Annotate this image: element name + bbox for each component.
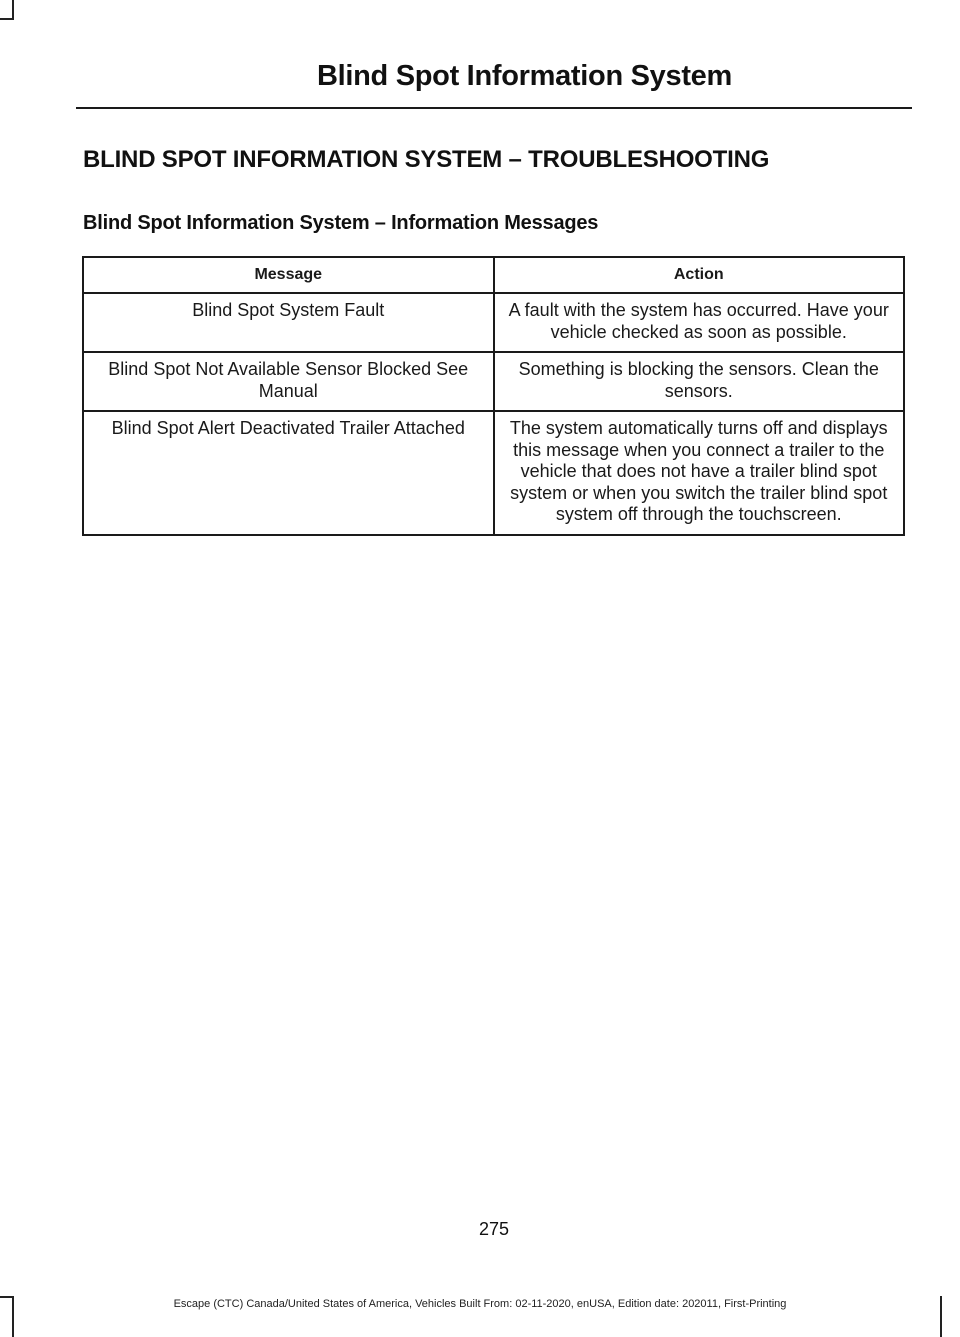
crop-mark-top-left-h: [0, 18, 14, 20]
section-heading: BLIND SPOT INFORMATION SYSTEM – TROUBLESHOOTING: [83, 146, 770, 173]
column-header-action: Action: [494, 257, 905, 293]
column-header-message: Message: [83, 257, 494, 293]
header-divider: [76, 107, 912, 109]
action-cell: The system automatically turns off and displays this message when you connect a trailer to the vehicle that does not have a trailer blind spot system or when you switch the trailer blind spot system off through the touchscreen.: [494, 411, 905, 535]
table-header-row: [83, 257, 904, 293]
message-cell: Blind Spot System Fault: [83, 293, 494, 352]
message-cell: Blind Spot Alert Deactivated Trailer Attached: [83, 411, 494, 535]
message-cell: Blind Spot Not Available Sensor Blocked See Manual: [83, 352, 494, 411]
table-row: [83, 352, 904, 411]
page-header-title: Blind Spot Information System: [316, 60, 732, 92]
information-messages-table: [82, 256, 905, 536]
table-row: [83, 293, 904, 352]
table-heading: Blind Spot Information System – Information Messages: [83, 212, 599, 234]
page-number: 275: [478, 1219, 510, 1239]
action-cell: Something is blocking the sensors. Clean the sensors.: [494, 352, 905, 411]
table-row: [83, 411, 904, 535]
crop-mark-top-left: [12, 0, 14, 20]
action-cell: A fault with the system has occurred. Have your vehicle checked as soon as possible.: [494, 293, 905, 352]
edition-footer: Escape (CTC) Canada/United States of America, Vehicles Built From: 02-11-2020, enUSA, Edition date: 202011, First-Printing: [173, 1298, 787, 1310]
